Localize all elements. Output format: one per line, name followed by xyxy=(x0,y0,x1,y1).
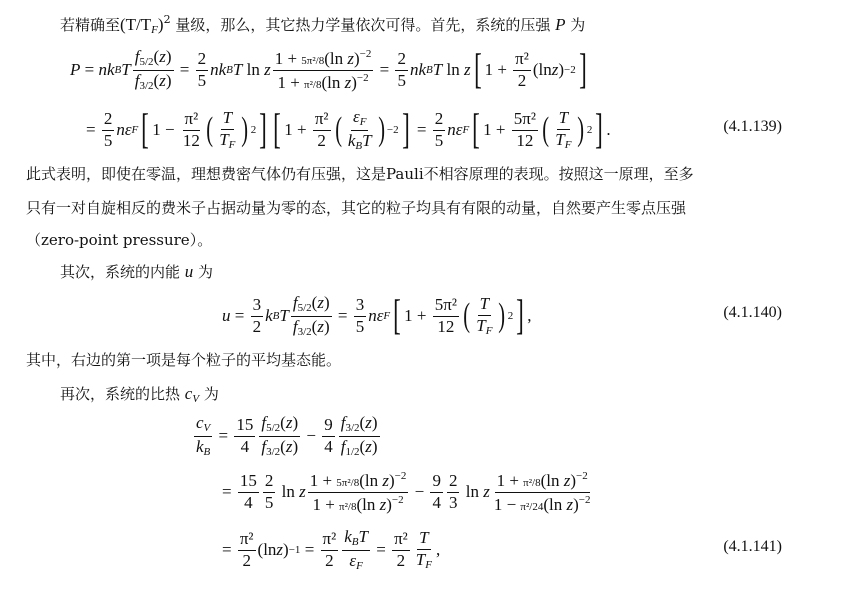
specific-heat-equation-line3: = π² 2 (ln z ) −1 = π² 2 $k_BT$ $\varepsilon_F$ = π² 2 T $T_F$ , xyxy=(222,527,441,572)
internal-energy-intro: 其次，系统的内能 u 为 xyxy=(60,262,214,281)
pressure-equation-line2: = 2 5 nε F [ 1 − π² 12 ( T $T_F$ ) 2 ] [ 1 + π² 2 ( $\varepsilon_F$ $k_BT$ ) −2 ] = 2 5 nε F [ 1 + 5π² 12 ( T $T_F$ ) 2 ] . xyxy=(86,107,611,153)
pauli-paragraph-line1: 此式表明，即使在零温，理想费密气体仍有压强，这是Pauli不相容原理的表现。按照这一原理，至多 xyxy=(26,165,694,183)
specific-heat-equation-line2: = 15 4 2 5 ln z 1 + 5π²/8(ln z)$^{-2}$ 1 + π²/8(ln z)$^{-2}$ − 9 4 2 3 ln z 1 + π²/8(ln z)$^{-2}$ 1 − π²/24(ln z)$^{-2}$ xyxy=(222,469,591,514)
pauli-paragraph-line3: （zero-point pressure）。 xyxy=(26,231,213,249)
ground-state-paragraph: 其中，右边的第一项是每个粒子的平均基态能。 xyxy=(26,351,342,369)
equation-number-140: (4.1.140) xyxy=(723,304,782,321)
equation-number-139: (4.1.139) xyxy=(723,118,782,135)
equation-number-141: (4.1.141) xyxy=(723,538,782,555)
intro-paragraph: 若精确至$(T/T_F)^2$ 量级，那么，其它热力学量依次可得。首先，系统的压强 P 为 xyxy=(60,13,586,36)
internal-energy-equation: u = 3 2 k B T $f_{5/2}(z)$ $f_{3/2}(z)$ = 3 5 nε F [ 1 + 5π² 12 ( T $T_F$ ) 2 ] , xyxy=(222,293,532,339)
specific-heat-intro: 再次，系统的比热 $c_V$ 为 xyxy=(60,384,219,405)
specific-heat-equation-line1: $c_V$ $k_B$ = 15 4 $f_{5/2}(z)$ $f_{3/2}(z)$ − 9 4 $f_{3/2}(z)$ $f_{1/2}(z)$ xyxy=(196,413,378,458)
pressure-equation-line1: P = nk B T $f_{5/2}(z)$ $f_{3/2}(z)$ = 2 5 nk B T ln z 1 + 5π²/8(ln z)$^{-2}$ 1 + π²/8(ln z)$^{-2}$ = 2 5 nk B T ln z [ 1 + π² 2 (ln z ) −2 ] xyxy=(70,47,587,93)
pauli-paragraph-line2: 只有一对自旋相反的费米子占据动量为零的态，其它的粒子均具有有限的动量，自然要产生零点压强 xyxy=(26,199,687,217)
